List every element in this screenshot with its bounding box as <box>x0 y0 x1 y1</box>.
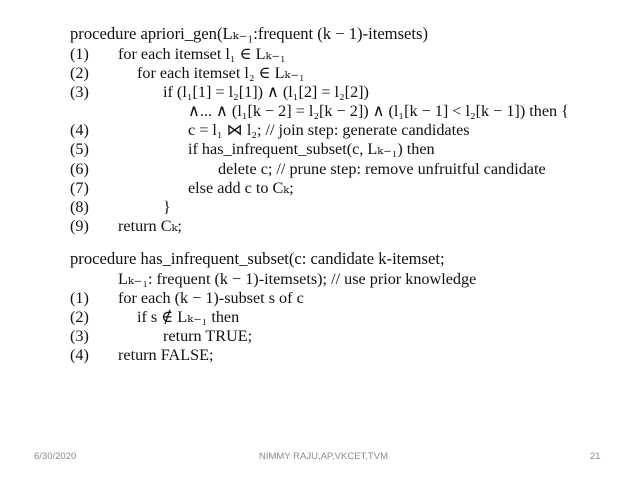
code-text: return FALSE; <box>118 346 214 365</box>
footer-page-number: 21 <box>590 451 601 462</box>
code-text: return TRUE; <box>163 327 253 346</box>
code-text: delete c; // prune step: remove unfruitful candidate <box>218 159 546 178</box>
line-number: (2) <box>70 308 89 327</box>
code-text: for each (k − 1)-subset s of c <box>118 289 304 308</box>
footer-author: NIMMY RAJU,AP,VKCET,TVM <box>259 451 388 462</box>
code-text: for each itemset l₂ ∈ Lₖ₋₁ <box>137 64 305 83</box>
line-number: (3) <box>70 83 89 102</box>
code-text: Lₖ₋₁: frequent (k − 1)-itemsets); // use prior knowledge <box>118 269 477 288</box>
line-number: (3) <box>70 327 89 346</box>
line-number: (8) <box>70 197 89 216</box>
slide: procedure apriori_gen(Lₖ₋₁:frequent (k − 1)-itemsets) (1) for each itemset l₁ ∈ Lₖ₋₁ (2) for each itemset l₂ ∈ Lₖ₋₁ (3) if (l₁[1] = l₂[1]) ∧ (l₁[2] = l₂[2]) ∧... ∧ (l₁[k − 2] = l₂[k − 2]) ∧ (l₁[k − 1] < l₂[k − 1]) then { (4) c = l₁ ⋈ l₂; // join step: generate candidates (5) if has_infrequent_subset(c, Lₖ₋₁) then (6) delete c; // prune step: remove unfruitful candidate (7) else add c to Cₖ; (8) } (9) return Cₖ; procedure has_infrequent_subset(c: candidate k-itemset; Lₖ₋₁: frequent (k − 1)-itemsets); // use prior knowledge (1) for each (k − 1)-subset s of c (2) if s ∉ Lₖ₋₁ then (3) return TRUE; (4) return FALSE; 6/30/2020 NIMMY RAJU,AP,VKCET,TVM 21 <box>34 24 601 462</box>
line-number: (6) <box>70 159 89 178</box>
code-text: c = l₁ ⋈ l₂; // join step: generate candidates <box>188 121 470 140</box>
code-text: } <box>163 197 171 216</box>
line-number: (2) <box>70 64 89 83</box>
code-text: ∧... ∧ (l₁[k − 2] = l₂[k − 2]) ∧ (l₁[k − 1] < l₂[k − 1]) then { <box>188 102 569 121</box>
line-number: (1) <box>70 289 89 308</box>
line-number: (4) <box>70 121 89 140</box>
code-text: if (l₁[1] = l₂[1]) ∧ (l₁[2] = l₂[2]) <box>163 83 369 102</box>
line-number: (4) <box>70 346 89 365</box>
code-text: return Cₖ; <box>118 216 182 235</box>
line-number: (9) <box>70 216 89 235</box>
line-number: (1) <box>70 45 89 63</box>
code-text: else add c to Cₖ; <box>188 178 294 197</box>
line-number: (7) <box>70 178 89 197</box>
code-text: for each itemset l₁ ∈ Lₖ₋₁ <box>118 45 286 63</box>
code-text: if has_infrequent_subset(c, Lₖ₋₁) then <box>188 140 435 159</box>
line-number: (5) <box>70 140 89 159</box>
code-text: if s ∉ Lₖ₋₁ then <box>137 308 240 327</box>
footer-date: 6/30/2020 <box>34 451 77 462</box>
